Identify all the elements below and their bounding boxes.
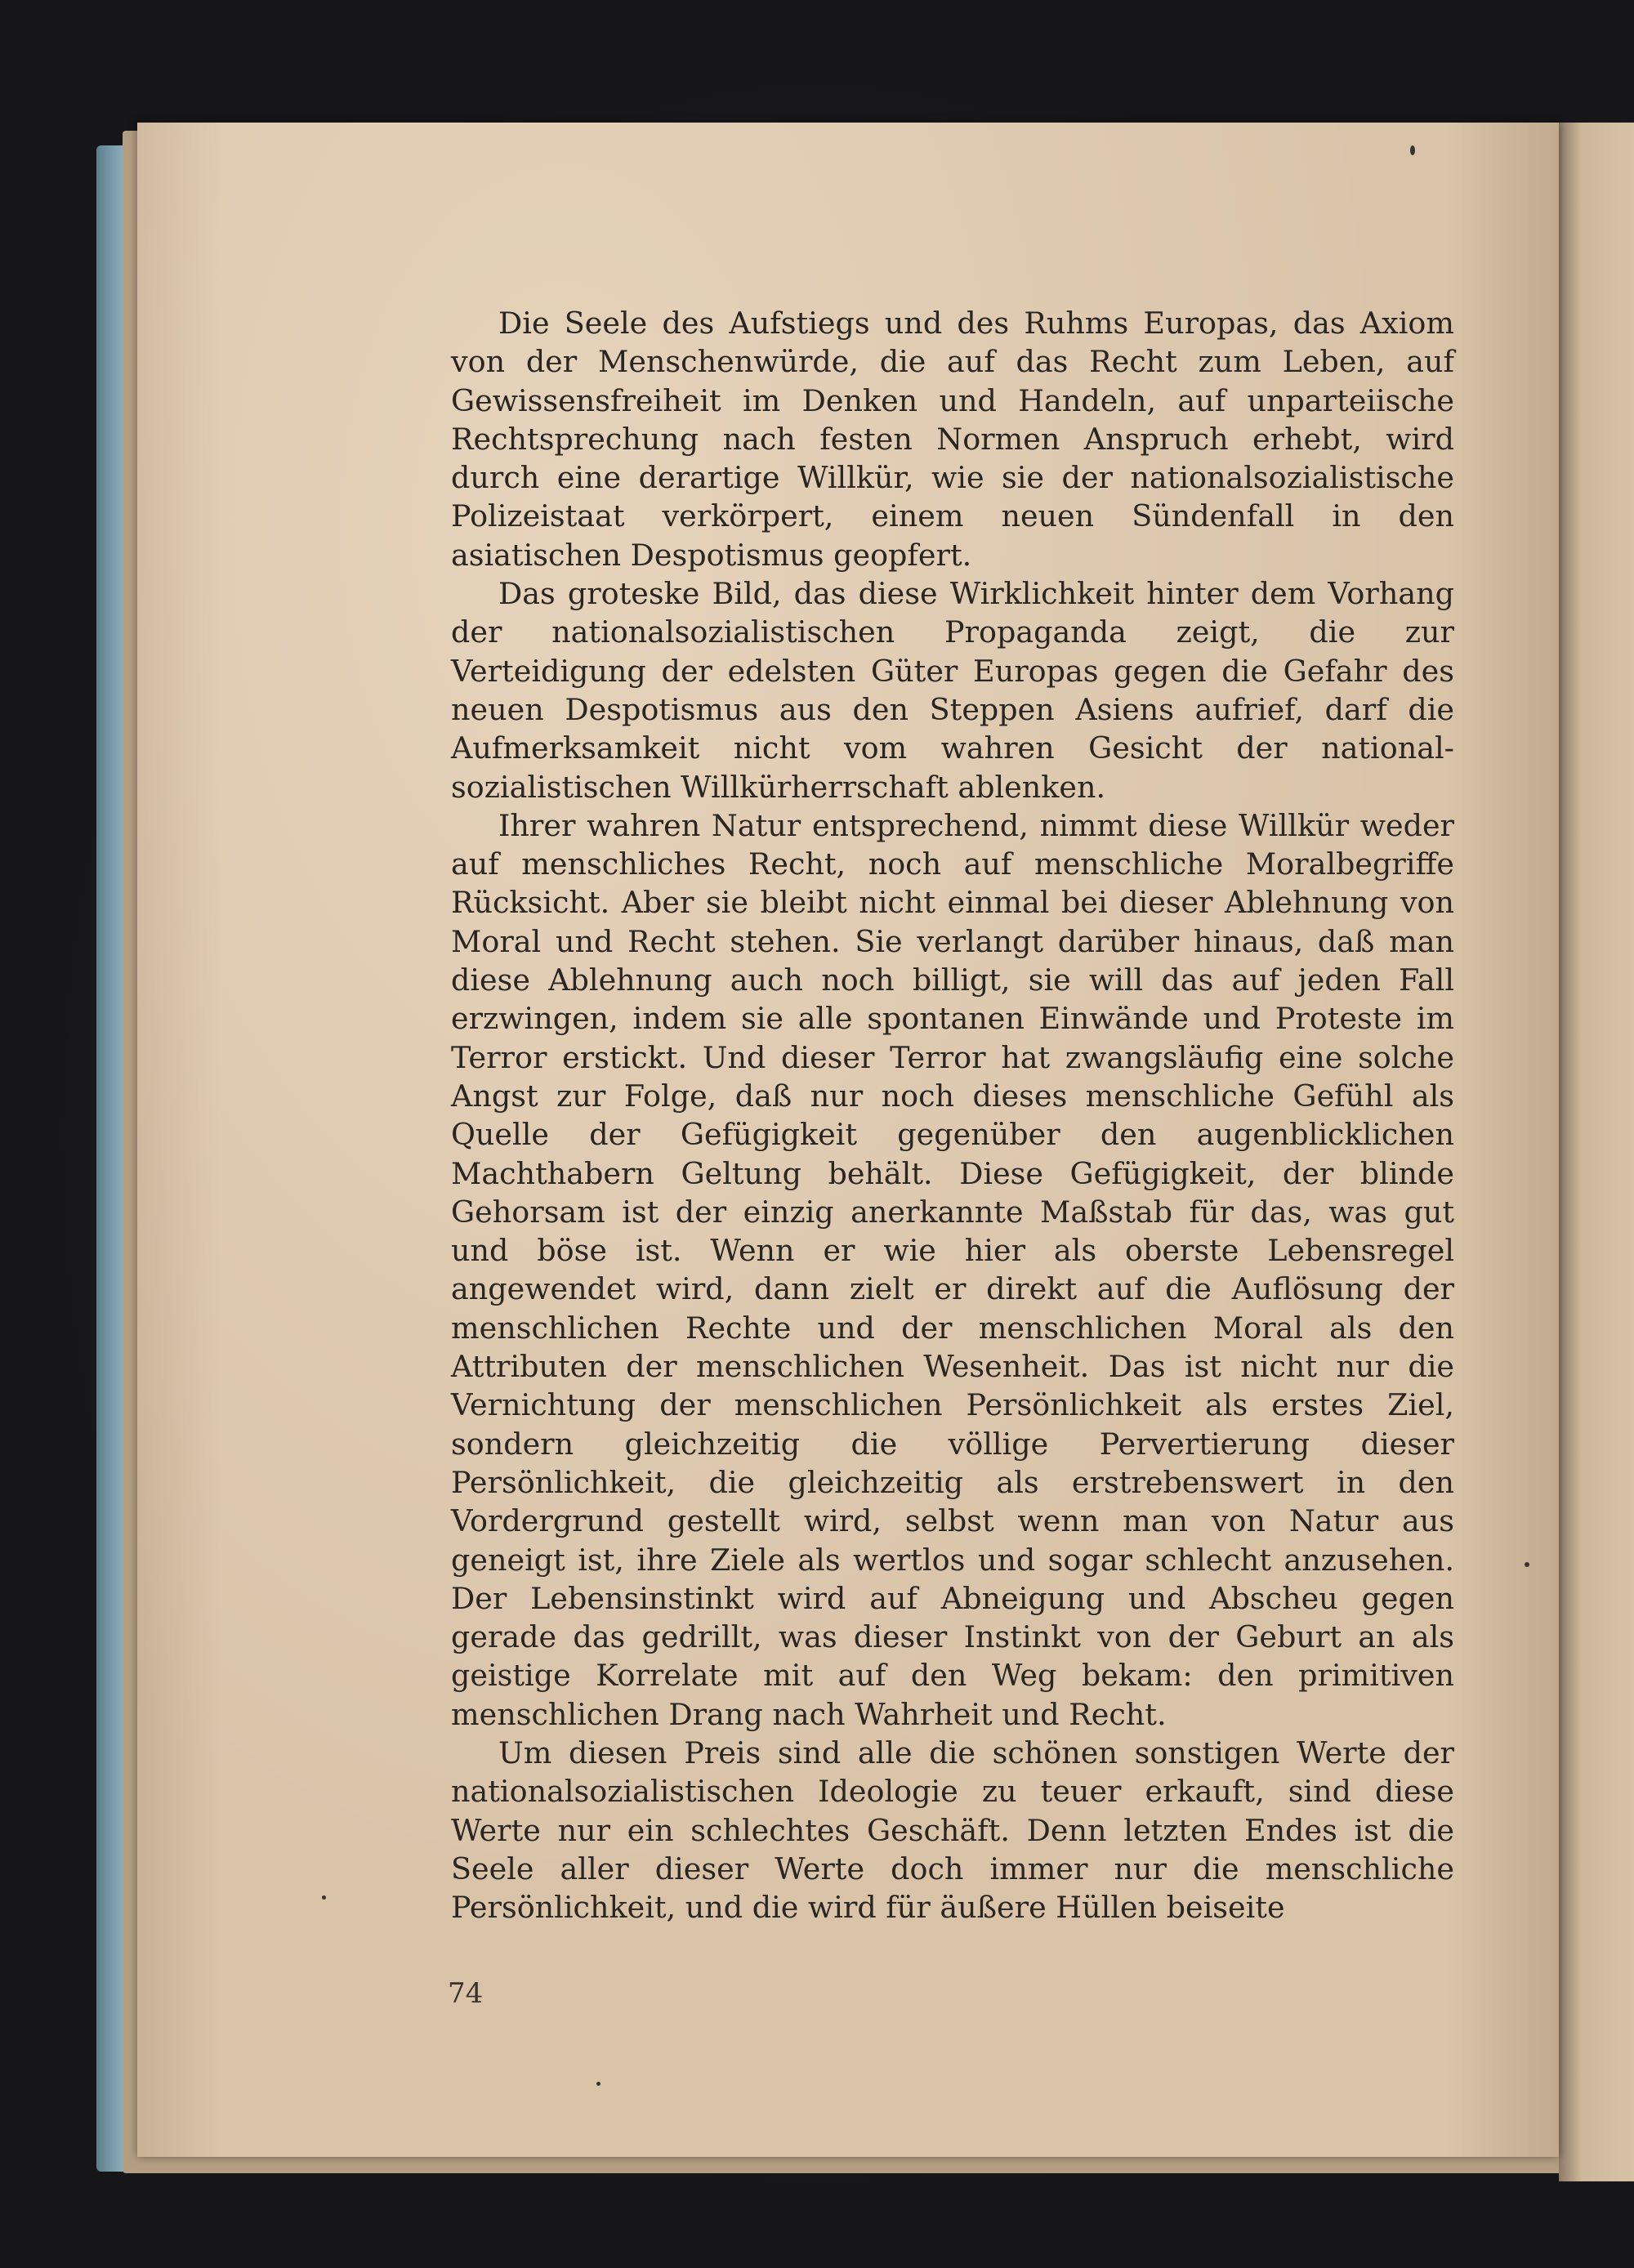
paper-speck [1525, 1562, 1529, 1567]
paragraph-3: Ihrer wahren Natur entsprechend, nimmt diese Willkür weder auf menschliches Recht, noch auf menschliche Moralbegriffe Rücksicht. Aber sie bleibt nicht einmal bei dieser Ablehnung von Moral und Recht stehen. Sie verlangt darüber hinaus, daß man diese Ablehnung auch noch billigt, sie will das auf jeden Fall erzwingen, indem sie alle spontanen Einwände und Proteste im Terror erstickt. Und dieser Terror hat zwangsläufig eine solche Angst zur Folge, daß nur noch dieses menschliche Gefühl als Quelle der Gefügigkeit gegenüber den augenblicklichen Machthabern Geltung behält. Diese Gefügigkeit, der blinde Gehorsam ist der einzig anerkannte Maßstab für das, was gut und böse ist. Wenn er wie hier als oberste Lebensregel angewendet wird, dann zielt er direkt auf die Auflösung der menschlichen Rechte und der menschlichen Moral als den Attributen der menschlichen Wesenheit. Das ist nicht nur die Vernichtung der menschlichen Persönlichkeit als erstes Ziel, sondern gleichzeitig die völlige Pervertierung dieser Persönlichkeit, die gleichzeitig als erstrebenswert in den Vordergrund gestellt wird, selbst wenn man von Natur aus geneigt ist, ihre Ziele als wertlos und sogar schlecht anzusehen. Der Lebensinstinkt wird auf Abneigung und Abscheu gegen gerade das gedrillt, was dieser Instinkt von der Geburt an als geistige Korrelate mit auf den Weg bekam: den primitiven menschlichen Drang nach Wahrheit und Recht. [451, 807, 1454, 1732]
paragraph-2: Das groteske Bild, das diese Wirklichkeit hinter dem Vorhang der nationalsozialistischen Propaganda zeigt, die zur Verteidigung der edelsten Güter Europas gegen die Gefahr des neuen Despotismus aus den Steppen Asiens aufrief, darf die Aufmerksamkeit nicht vom wahren Gesicht der nationalsozialistischen Willkürherrschaft ablenken. [451, 576, 1454, 805]
paragraph-1: Die Seele des Aufstiegs und des Ruhms Europas, das Axiom von der Menschenwürde, die auf das Recht zum Leben, auf Gewissensfreiheit im Denken und Handeln, auf unparteiische Rechtsprechung nach festen Normen Anspruch erhebt, wird durch eine derartige Willkür, wie sie der nationalsozialistische Polizeistaat verkörpert, einem neuen Sündenfall in den asiatischen Despotismus geopfert. [451, 306, 1454, 573]
facing-page-edge [1559, 123, 1634, 2181]
paper-speck [322, 1895, 326, 1900]
page-body-text [451, 304, 1454, 1926]
paragraph-4: Um diesen Preis sind alle die schönen sonstigen Werte der nationalsozialistischen Ideologie zu teuer erkauft, sind diese Werte nur ein schlechtes Geschäft. Denn letzten Endes ist die Seele aller dieser Werte doch immer nur die menschliche Persönlichkeit, und die wird für äußere Hüllen beiseite [451, 1734, 1454, 1926]
page-number: 74 [448, 1977, 484, 2010]
paper-speck [1410, 145, 1415, 155]
paper-speck [596, 2082, 600, 2086]
